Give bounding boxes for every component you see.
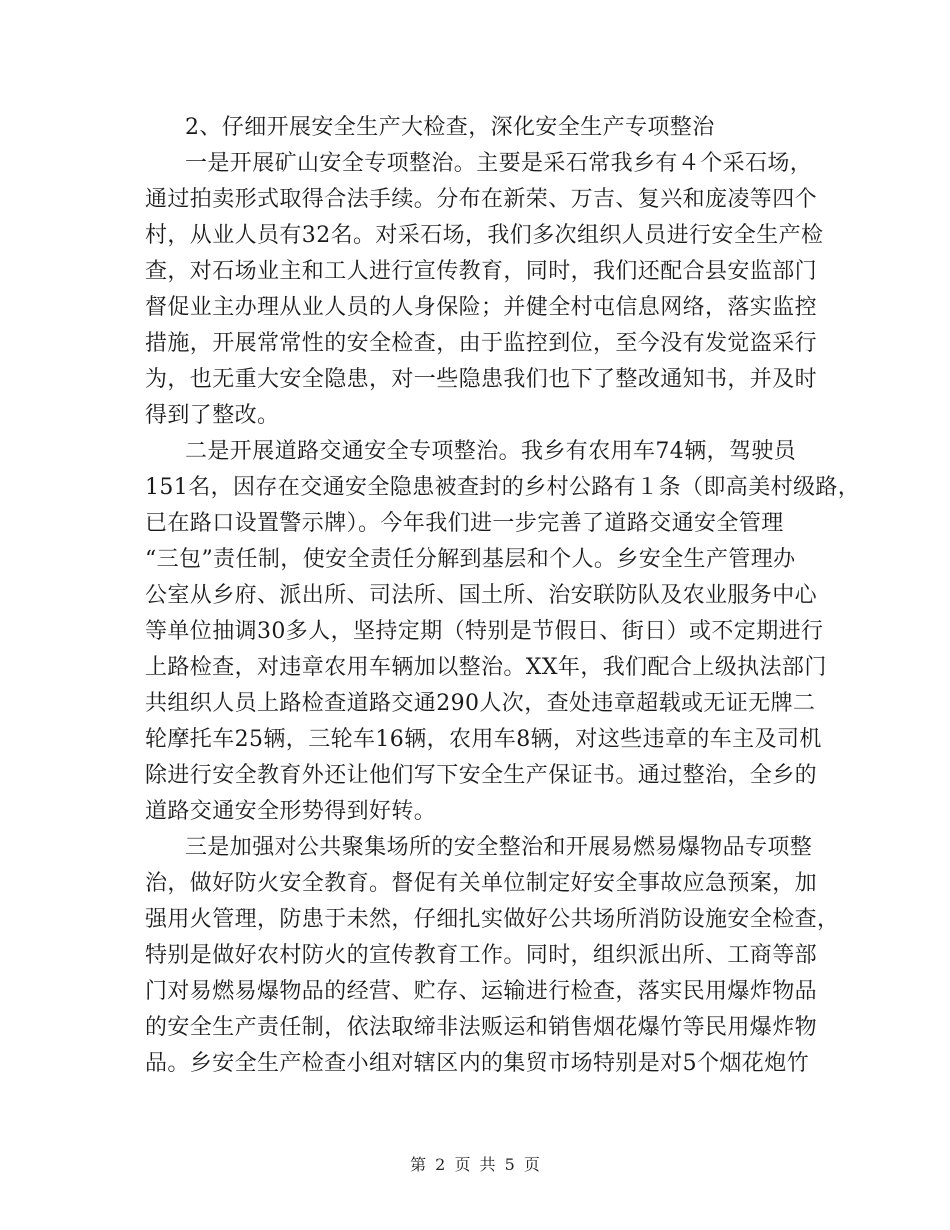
paragraph-line: 共组织人员上路检查道路交通290人次，查处违章超载或无证无牌二 (145, 691, 816, 716)
paragraph-line: 村，从业人员有32名。对采石场，我们多次组织人员进行安全生产检 (145, 223, 824, 248)
paragraph-line: 为，也无重大安全隐患，对一些隐患我们也下了整改通知书，并及时 (145, 367, 818, 392)
paragraph-line: 的安全生产责任制，依法取缔非法贩运和销售烟花爆竹等民用爆炸物 (145, 1015, 818, 1040)
paragraph-line: 151名，因存在交通安全隐患被查封的乡村公路有１条（即高美村级路， (145, 475, 861, 500)
section-heading: 2、仔细开展安全生产大检查，深化安全生产专项整治 (185, 115, 715, 140)
paragraph-line: 已在路口设置警示牌）。今年我们进一步完善了道路交通安全管理 (145, 511, 784, 536)
paragraph-line: 三是加强对公共聚集场所的安全整治和开展易燃易爆物品专项整 (185, 835, 813, 860)
paragraph-line: 强用火管理，防患于未然，仔细扎实做好公共场所消防设施安全检查， (145, 907, 840, 932)
paragraph-line: 得到了整改。 (145, 403, 280, 428)
paragraph-line: 道路交通安全形势得到好转。 (145, 799, 437, 824)
paragraph-line: 除进行安全教育外还让他们写下安全生产保证书。通过整治，全乡的 (145, 763, 818, 788)
paragraph-line: 一是开展矿山安全专项整治。主要是采石常我乡有４个采石场， (185, 151, 813, 176)
paragraph-line: 治，做好防火安全教育。督促有关单位制定好安全事故应急预案，加 (145, 871, 818, 896)
paragraph-line: 门对易燃易爆物品的经营、贮存、运输进行检查，落实民用爆炸物品 (145, 979, 818, 1004)
paragraph-line: 通过拍卖形式取得合法手续。分布在新荣、万吉、复兴和庞凌等四个 (145, 187, 818, 212)
paragraph-line: 二是开展道路交通安全专项整治。我乡有农用车74辆，驾驶员 (185, 439, 797, 464)
paragraph-line: 等单位抽调30多人，坚持定期（特别是节假日、街日）或不定期进行 (145, 619, 824, 644)
page-number-footer: 第 2 页 共 5 页 (410, 1155, 540, 1174)
paragraph-line: 轮摩托车25辆，三轮车16辆，农用车8辆，对这些违章的车主及司机 (145, 727, 822, 752)
paragraph-line: 查，对石场业主和工人进行宣传教育，同时，我们还配合县安监部门 (145, 259, 818, 284)
paragraph-line: 督促业主办理从业人员的人身保险；并健全村屯信息网络，落实监控 (145, 295, 818, 320)
paragraph-line: “三包”责任制，使安全责任分解到基层和个人。乡安全生产管理办 (145, 547, 796, 572)
paragraph-line: 公室从乡府、派出所、司法所、国土所、治安联防队及农业服务中心 (145, 583, 818, 608)
paragraph-line: 特别是做好农村防火的宣传教育工作。同时，组织派出所、工商等部 (145, 943, 818, 968)
paragraph-line: 上路检查，对违章农用车辆加以整治。XX年，我们配合上级执法部门 (145, 655, 827, 680)
paragraph-line: 措施，开展常常性的安全检查，由于监控到位，至今没有发觉盗采行 (145, 331, 818, 356)
paragraph-line: 品。乡安全生产检查小组对辖区内的集贸市场特别是对5个烟花炮竹 (145, 1051, 809, 1076)
